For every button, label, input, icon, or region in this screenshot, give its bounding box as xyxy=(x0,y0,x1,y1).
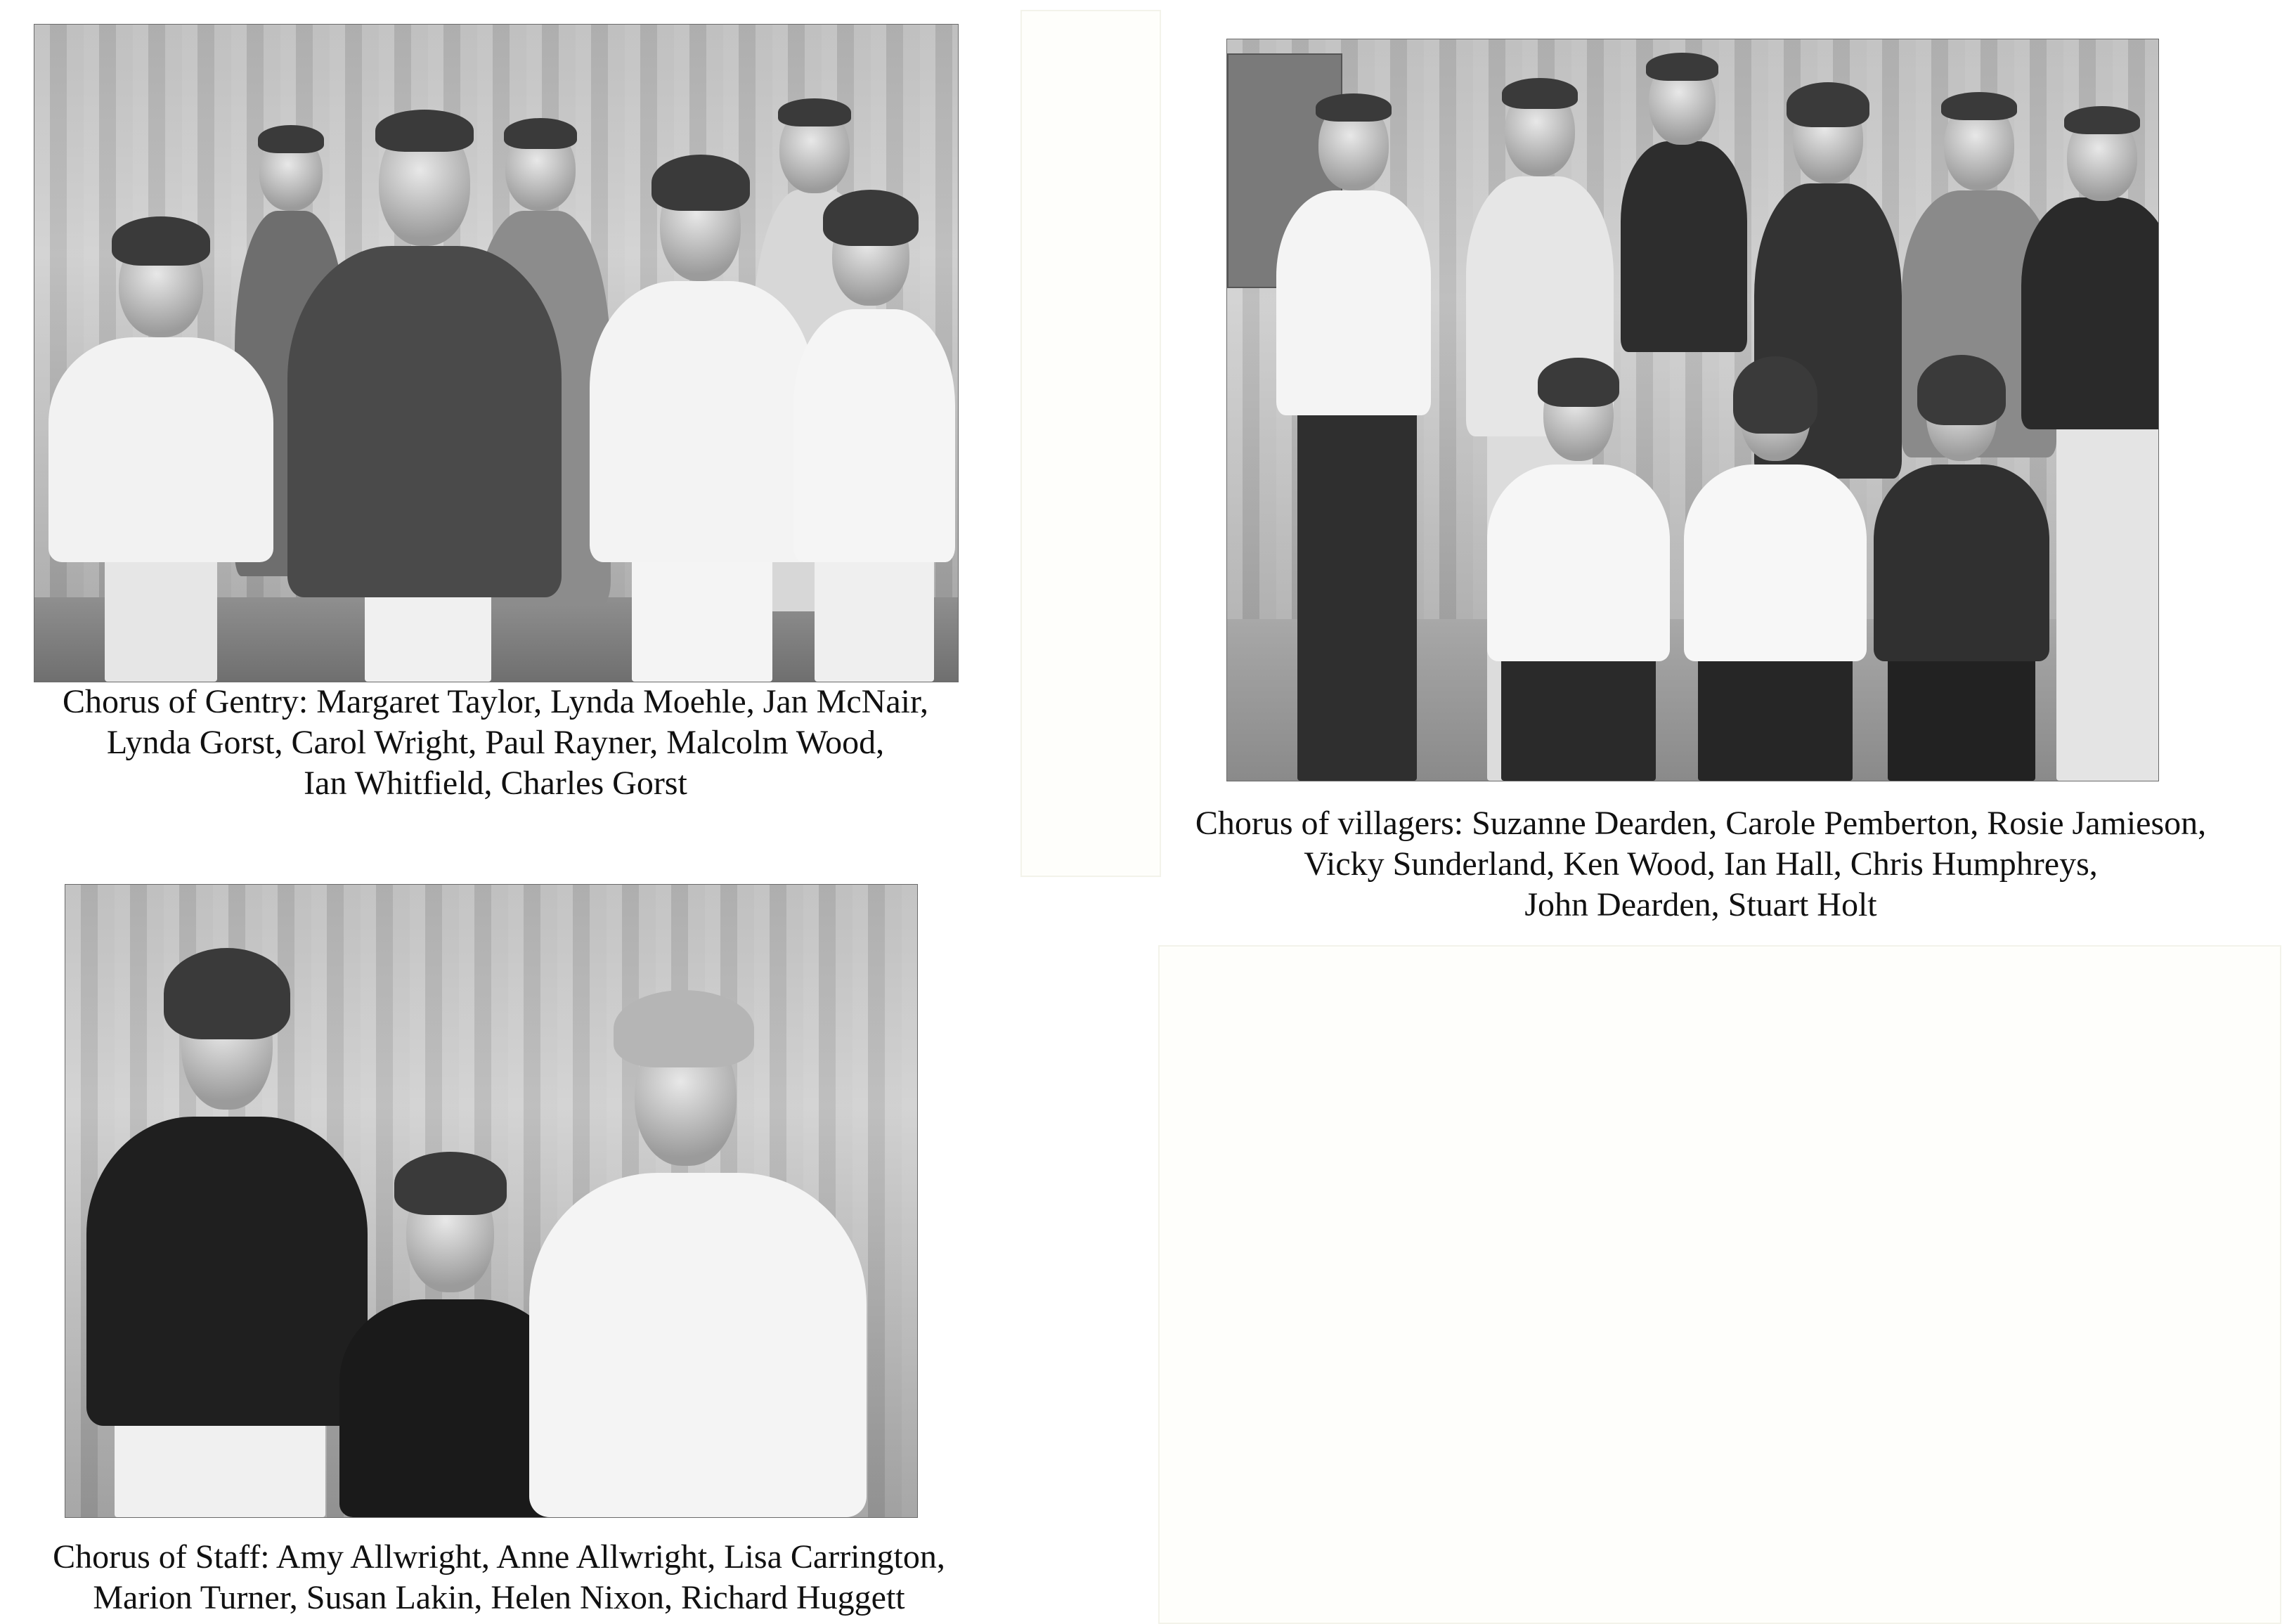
photo-chorus-of-staff xyxy=(65,884,918,1518)
figure xyxy=(1480,345,1677,781)
figure xyxy=(1677,345,1874,781)
figure xyxy=(273,63,576,682)
figure xyxy=(1269,78,1438,781)
photo-chorus-of-gentry xyxy=(34,24,959,682)
photo-chorus-of-villagers xyxy=(1226,39,2159,781)
right-panel-upper xyxy=(1020,10,1161,877)
figure xyxy=(34,126,287,682)
figure xyxy=(515,962,881,1517)
figure xyxy=(786,119,959,682)
caption-chorus-of-staff: Chorus of Staff: Amy Allwright, Anne Allwright, Lisa Carrington, Marion Turner, Susan Lakin, Helen Nixon, Richard Huggett xyxy=(53,1538,945,1616)
right-panel-lower xyxy=(1158,945,2281,1624)
caption-chorus-of-gentry: Chorus of Gentry: Margaret Taylor, Lynda Moehle, Jan McNair, Lynda Gorst, Carol Wright, Paul Rayner, Malcolm Wood, Ian Whitfield, Charles Gorst xyxy=(62,683,929,802)
caption-chorus-of-villagers: Chorus of villagers: Suzanne Dearden, Carole Pemberton, Rosie Jamieson, Vicky Sunderland, Ken Wood, Ian Hall, Chris Humphreys, John Dearden, Stuart Holt xyxy=(1195,805,2207,923)
figure xyxy=(1867,345,2056,781)
